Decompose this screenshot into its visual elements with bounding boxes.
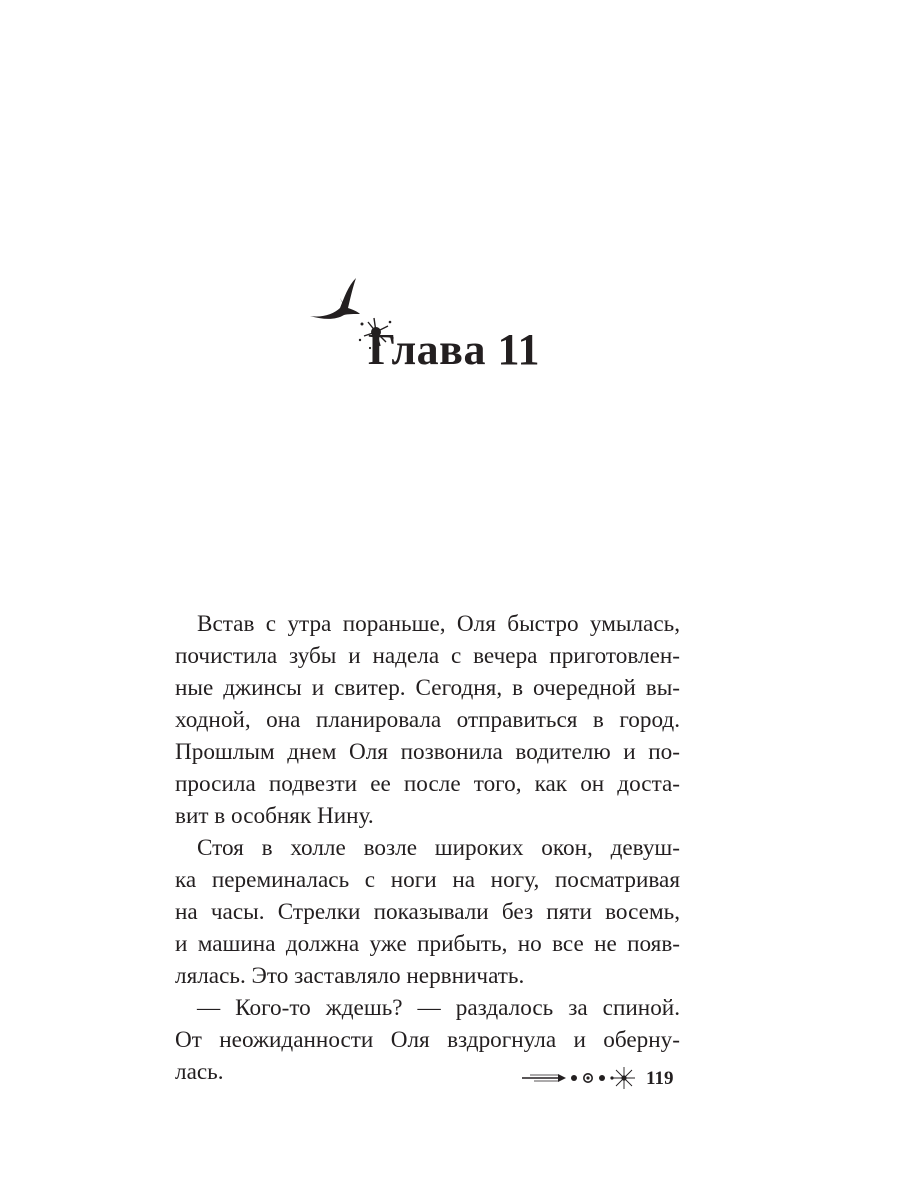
- dots-star-ornament-icon: [520, 1064, 640, 1094]
- page-footer: [520, 1064, 690, 1094]
- text-line: Прошлым днем Оля позвонила водителю и по-: [175, 739, 680, 765]
- text-line: на часы. Стрелки показывали без пяти восемь,: [175, 899, 680, 925]
- text-line: Встав с утра пораньше, Оля быстро умылась,: [197, 611, 680, 637]
- page-number: 119: [646, 1068, 674, 1089]
- paragraph: [175, 832, 680, 992]
- chapter-heading: [0, 325, 900, 375]
- text-line: ка переминалась с ноги на ногу, посматривая: [175, 867, 680, 893]
- text-line: почистила зубы и надела с вечера приготовлен-: [175, 643, 680, 669]
- text-line: вит в особняк Нину.: [175, 803, 374, 829]
- text-line: лась.: [175, 1059, 224, 1085]
- text-line: и машина должна уже прибыть, но все не появ-: [175, 931, 680, 957]
- text-line: просила подвезти ее после того, как он доста-: [175, 771, 680, 797]
- chapter-title-text: Глава 11: [367, 325, 541, 374]
- text-line: лялась. Это заставляло нервничать.: [175, 963, 525, 989]
- paragraph: [175, 608, 680, 832]
- chapter-body: [175, 608, 680, 1088]
- text-line: От неожиданности Оля вздрогнула и оберну-: [175, 1027, 680, 1053]
- text-line: ные джинсы и свитер. Сегодня, в очередной вы-: [175, 675, 680, 701]
- text-line: — Кого-то ждешь? — раздалось за спиной.: [197, 995, 680, 1021]
- text-line: Стоя в холле возле широких окон, девуш-: [197, 835, 680, 861]
- text-line: ходной, она планировала отправиться в город.: [175, 707, 680, 733]
